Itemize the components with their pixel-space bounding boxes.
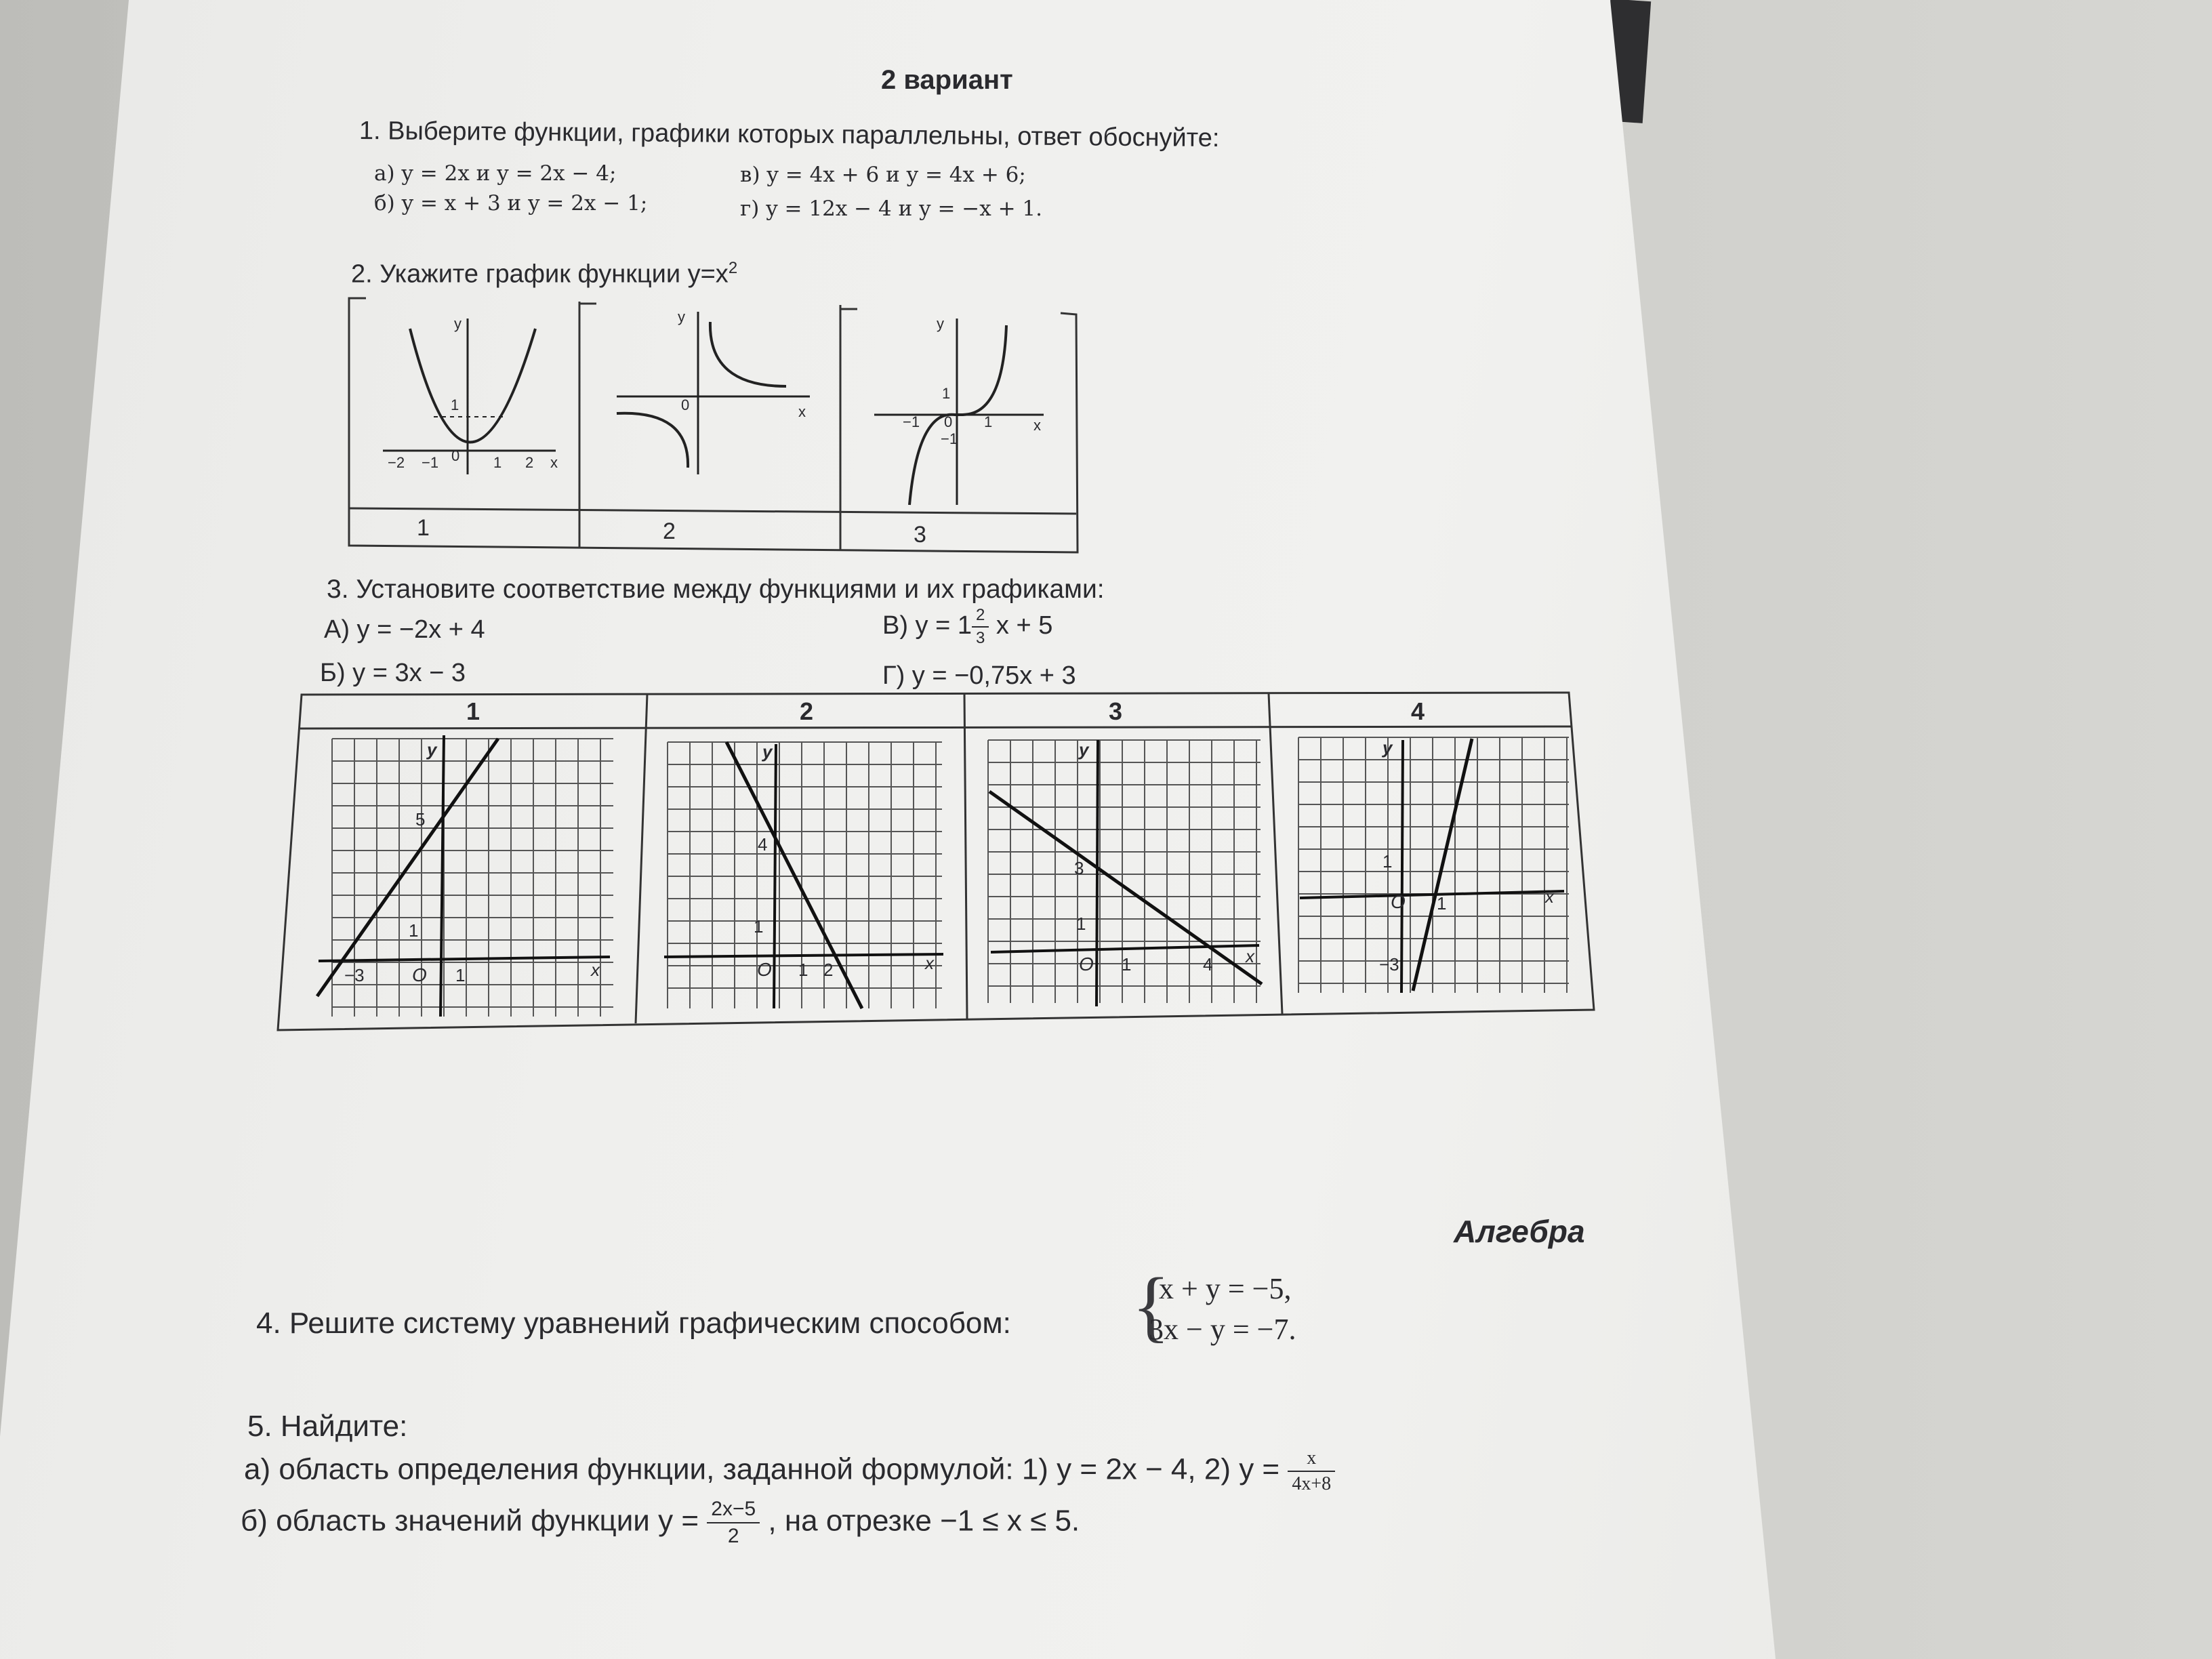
q3-function-v-den: 3 <box>976 629 985 647</box>
q3-g4-y-axis <box>1401 740 1403 993</box>
q5-part-a-text: а) область определения функции, заданной формулой: 1) y = 2x − 4, 2) y = <box>244 1452 1280 1486</box>
q5-part-a-den: 4x+8 <box>1292 1473 1332 1494</box>
q3-g3-y-axis <box>1097 740 1098 1006</box>
q3-header-2: 2 <box>800 697 814 725</box>
q3-table-header-line <box>300 726 1571 729</box>
q3-table-divider-2 <box>964 693 967 1019</box>
q5-part-b-den: 2 <box>727 1525 739 1547</box>
q5-part-b-num: 2x−5 <box>707 1499 760 1523</box>
variant-title: 2 вариант <box>881 65 1013 95</box>
q2-g3-p1x-label: 1 <box>984 413 993 430</box>
q3-g2-line <box>726 742 862 1008</box>
q2-text-main: 2. Укажите график функции y=x <box>351 260 729 289</box>
q5-part-b <box>241 1499 1080 1547</box>
q3-g4-one-x-label: 1 <box>1437 893 1447 914</box>
q5-part-a-num: x <box>1288 1449 1335 1472</box>
q2-g1-tick-1: 1 <box>493 454 502 471</box>
q2-g2-x-label: x <box>798 403 806 420</box>
q3-function-v-post: x + 5 <box>996 611 1053 640</box>
q5-title: 5. Найдите: <box>247 1410 408 1443</box>
q1-option-a: а) y = 2x и y = 2x − 4; <box>374 161 617 186</box>
q3-g3-y-label: y <box>1079 739 1089 760</box>
q2-g1-x-label: x <box>550 454 558 471</box>
q3-g1-five-label: 5 <box>415 809 426 830</box>
q5-part-a-fraction <box>1288 1449 1335 1494</box>
q3-g4-line <box>1413 739 1472 991</box>
q3-g1-x-label: x <box>591 960 600 980</box>
q1-text: 1. Выберите функции, графики которых параллельны, ответ обоснуйте: <box>359 117 1220 153</box>
q3-g2-y-label: y <box>762 741 773 762</box>
q3-function-g: Г) y = −0,75x + 3 <box>882 661 1076 690</box>
q3-header-4: 4 <box>1411 697 1425 725</box>
q4-equation-1: x + y = −5, <box>1159 1272 1292 1305</box>
q3-g3-origin-label: O <box>1079 954 1094 975</box>
q2-g1-tick-2: 2 <box>525 454 534 471</box>
q5-part-a <box>244 1449 1335 1494</box>
q3-g1-m3-label: −3 <box>344 965 365 985</box>
q2-g1-tick-m1: −1 <box>422 454 439 471</box>
q5-part-b-post: , на отрезке −1 ≤ x ≤ 5. <box>768 1504 1080 1538</box>
q3-g4-origin-label: O <box>1391 891 1406 912</box>
subject-label: Алгебра <box>1454 1214 1585 1249</box>
q3-function-v-pre: В) y = 1 <box>882 611 972 640</box>
q3-g3-one-x-label: 1 <box>1122 954 1132 975</box>
q3-g2-one-label: 1 <box>754 916 764 937</box>
q3-table-divider-1 <box>636 694 647 1023</box>
q3-g3-one-label: 1 <box>1076 914 1086 934</box>
q3-function-a: А) y = −2x + 4 <box>324 615 485 644</box>
q2-label-2: 2 <box>663 518 676 544</box>
q2-g1-one-label: 1 <box>451 396 459 413</box>
q3-g1-x-axis <box>319 957 610 961</box>
q3-g4-one-label: 1 <box>1382 851 1393 872</box>
q3-header-1: 1 <box>466 697 480 725</box>
q3-g2-x-axis <box>664 954 943 957</box>
q3-table-divider-3 <box>1269 693 1282 1014</box>
q3-g2-four-label: 4 <box>758 834 768 855</box>
q2-g3-m1x-label: −1 <box>903 413 920 430</box>
q3-g1-grid <box>332 739 613 1017</box>
q3-g2-y-axis <box>774 744 776 1008</box>
q5-part-b-fraction <box>707 1499 760 1547</box>
q3-g3-three-label: 3 <box>1074 858 1084 878</box>
q1-option-g: г) y = 12x − 4 и y = −x + 1. <box>740 197 1043 221</box>
q5-part-b-pre: б) область значений функции y = <box>241 1504 699 1538</box>
q1-option-b: б) y = x + 3 и y = 2x − 1; <box>374 191 648 216</box>
q4-text: 4. Решите систему уравнений графическим способом: <box>256 1307 1011 1340</box>
q3-g2-two-label: 2 <box>823 960 834 980</box>
q3-g1-one-label: 1 <box>409 920 419 941</box>
q3-g2-one-x-label: 1 <box>798 960 808 980</box>
q3-g3-x-axis <box>991 945 1259 952</box>
q3-g1-y-label: y <box>427 739 437 760</box>
q2-g1-tick-m2: −2 <box>388 454 405 471</box>
q3-g4-x-label: x <box>1545 886 1554 907</box>
q3-function-v-num: 2 <box>972 607 989 628</box>
q3-g2-origin-label: O <box>757 959 772 980</box>
q3-g3-x-label: x <box>1246 946 1254 966</box>
q2-label-1: 1 <box>417 515 430 541</box>
q3-g4-grid <box>1298 737 1569 993</box>
q2-label-3: 3 <box>914 522 926 548</box>
q4-brace: { <box>1132 1261 1170 1350</box>
q3-text: 3. Установите соответствие между функциями и их графиками: <box>327 575 1105 604</box>
q4-equation-2: 3x − y = −7. <box>1149 1313 1296 1346</box>
q3-g3-four-label: 4 <box>1203 954 1213 975</box>
q1-option-v: в) y = 4x + 6 и y = 4x + 6; <box>740 163 1026 187</box>
q3-g4-m3-label: −3 <box>1379 954 1399 975</box>
q3-header-3: 3 <box>1109 697 1123 725</box>
q2-g3-m1y-label: −1 <box>941 430 958 447</box>
q3-function-b: Б) y = 3x − 3 <box>320 659 466 687</box>
q3-g2-x-label: x <box>925 953 934 973</box>
q2-g3-origin-label: 0 <box>944 413 953 430</box>
q2-g1-origin-label: 0 <box>451 447 460 464</box>
q2-exponent: 2 <box>728 259 738 277</box>
q3-g4-y-label: y <box>1382 737 1393 758</box>
q3-g1-one-x-label: 1 <box>455 965 466 985</box>
q3-g1-origin-label: O <box>412 964 427 985</box>
q2-g2-origin-label: 0 <box>681 396 690 413</box>
q2-g1-y-label: y <box>454 315 462 332</box>
q2-g3-x-label: x <box>1033 417 1041 434</box>
q2-g3-y-label: y <box>937 315 944 332</box>
q2-g3-one-label: 1 <box>942 385 951 402</box>
q2-g2-y-label: y <box>678 308 685 325</box>
